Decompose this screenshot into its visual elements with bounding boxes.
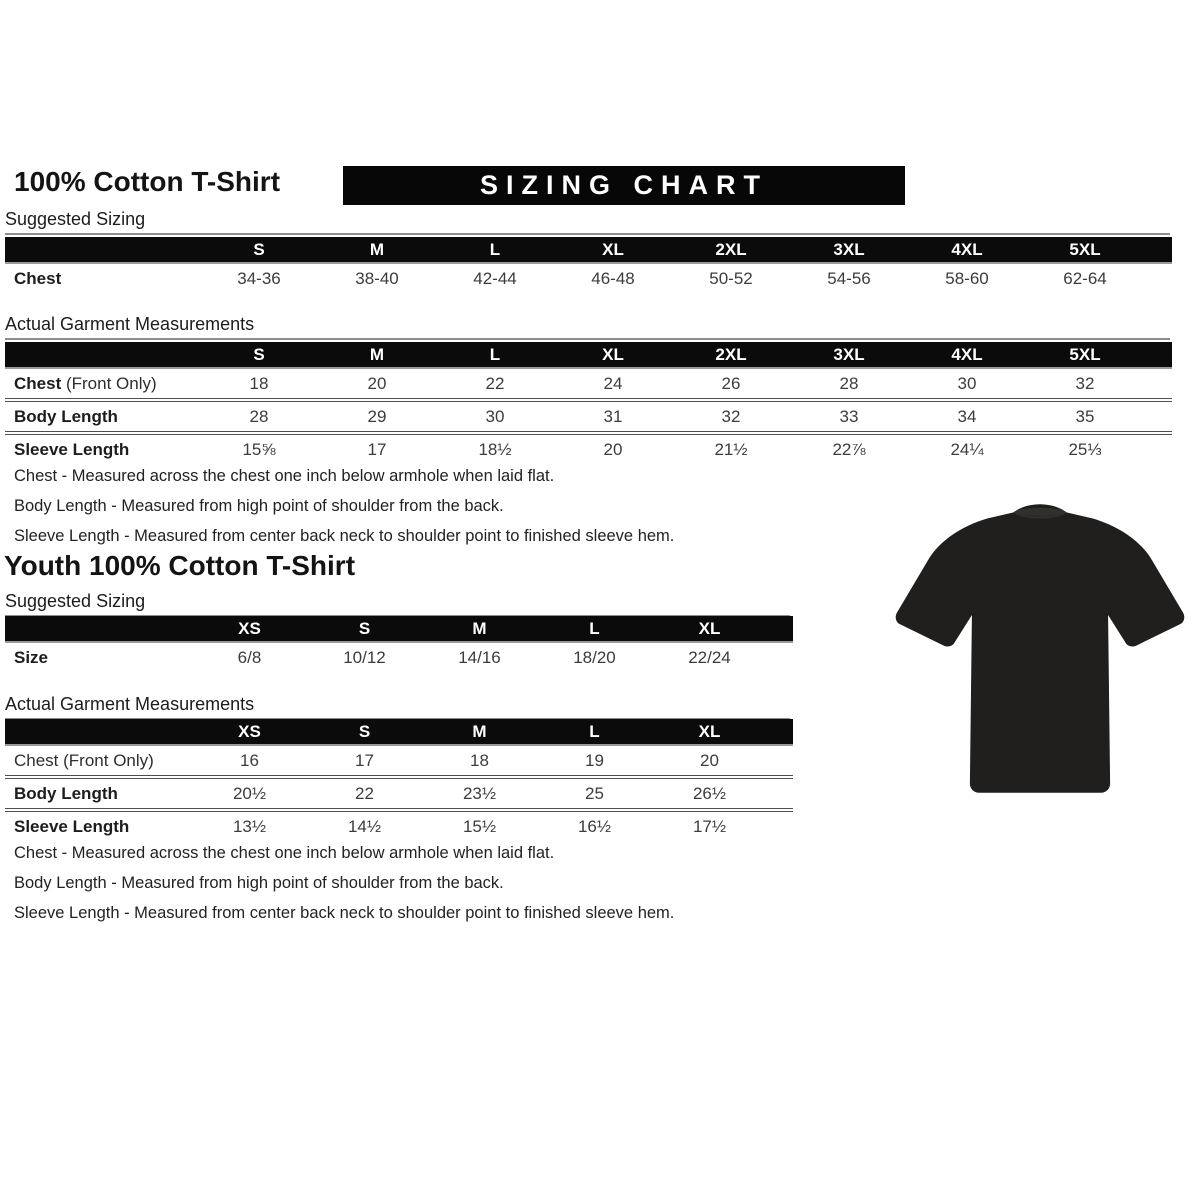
measurement-note: Body Length - Measured from high point of shoulder from the back. (14, 874, 504, 892)
table-cell: 18/20 (573, 647, 616, 667)
table-cell: 21½ (714, 439, 748, 459)
table-cell: 23½ (462, 783, 497, 803)
tshirt-icon (886, 490, 1194, 805)
adult-measurement-notes (14, 461, 674, 551)
size-column-header: M (369, 344, 385, 364)
sizing-chart-banner-label: SIZING CHART (480, 170, 768, 200)
table-cell: 26½ (692, 783, 727, 803)
size-column-header: S (358, 618, 371, 638)
body-length-row (5, 775, 793, 808)
table-cell: 25⅓ (1068, 439, 1102, 459)
size-column-header: XS (238, 618, 261, 638)
table-cell: 14/16 (458, 647, 501, 667)
size-column-header: M (472, 618, 487, 638)
youth-suggested-sizing-label: Suggested Sizing (5, 591, 790, 617)
table-cell: 25 (585, 783, 604, 803)
sleeve-length-row (5, 431, 1172, 464)
table-cell: 32 (721, 406, 741, 426)
table-cell: 20 (700, 750, 719, 770)
size-column-header: XL (698, 721, 721, 741)
table-cell: 14½ (347, 816, 382, 836)
size-row (5, 643, 793, 672)
youth-suggested-sizing-table (5, 616, 793, 672)
table-cell: 24 (603, 373, 623, 393)
size-column-header: S (253, 344, 265, 364)
table-cell: 18 (249, 373, 269, 393)
size-column-header: 4XL (951, 344, 983, 364)
youth-measurement-notes (14, 838, 674, 928)
table-cell: 31 (603, 406, 623, 426)
chest-row (5, 746, 793, 775)
table-cell: 17½ (692, 816, 727, 836)
tshirt-image (886, 490, 1194, 805)
table-cell: 46-48 (591, 268, 635, 288)
size-column-header: L (489, 239, 501, 259)
table-cell: 22/24 (688, 647, 731, 667)
table-cell: 24¼ (950, 439, 984, 459)
table-cell: 32 (1075, 373, 1095, 393)
size-column-header: 5XL (1069, 344, 1101, 364)
table-cell: 20 (367, 373, 387, 393)
adult-suggested-sizing-table (5, 237, 1172, 293)
measurement-note: Sleeve Length - Measured from center back neck to shoulder point to finished sleeve hem. (14, 904, 675, 922)
size-column-header: XL (698, 618, 721, 638)
size-column-header: XS (238, 721, 261, 741)
table-cell: 34-36 (237, 268, 281, 288)
table-cell: 15½ (462, 816, 497, 836)
size-column-header: L (589, 721, 600, 741)
measurement-note: Chest - Measured across the chest one inch below armhole when laid flat. (14, 844, 555, 862)
table-cell: 18 (470, 750, 489, 770)
table-header-row (5, 616, 793, 643)
table-cell: 38-40 (355, 268, 399, 288)
adult-actual-measurements-table (5, 342, 1172, 464)
size-column-header: S (253, 239, 265, 259)
table-cell: 58-60 (945, 268, 989, 288)
page-title: 100% Cotton T-Shirt (14, 166, 281, 197)
table-cell: 34 (957, 406, 977, 426)
youth-actual-measurements-label: Actual Garment Measurements (5, 694, 790, 720)
size-column-header: XL (602, 344, 624, 364)
row-label: Chest (14, 268, 62, 288)
row-label: Chest (Front Only) (14, 750, 154, 770)
size-column-header: L (489, 344, 501, 364)
table-cell: 6/8 (237, 647, 262, 667)
table-cell: 30 (485, 406, 505, 426)
table-header-row (5, 719, 793, 746)
table-cell: 18½ (478, 439, 512, 459)
table-cell: 22 (355, 783, 374, 803)
table-cell: 35 (1075, 406, 1095, 426)
table-cell: 30 (957, 373, 977, 393)
row-label: Size (14, 647, 49, 667)
measurement-note: Chest - Measured across the chest one inch below armhole when laid flat. (14, 467, 555, 485)
table-cell: 33 (839, 406, 859, 426)
measurement-note: Body Length - Measured from high point of shoulder from the back. (14, 497, 504, 515)
size-column-header: 5XL (1069, 239, 1101, 259)
table-cell: 28 (839, 373, 859, 393)
table-cell: 62-64 (1063, 268, 1107, 288)
table-cell: 22⅞ (832, 439, 866, 459)
size-column-header: 2XL (715, 239, 747, 259)
table-cell: 42-44 (473, 268, 517, 288)
table-cell: 16 (240, 750, 259, 770)
adult-actual-measurements-label: Actual Garment Measurements (5, 314, 1170, 340)
table-cell: 17 (355, 750, 374, 770)
size-column-header: XL (602, 239, 624, 259)
size-column-header: L (589, 618, 600, 638)
row-label: Sleeve Length (14, 816, 130, 836)
chest-row (5, 369, 1172, 398)
table-cell: 28 (249, 406, 269, 426)
row-label: Sleeve Length (14, 439, 130, 459)
sizing-chart-banner (343, 166, 905, 205)
table-cell: 16½ (577, 816, 612, 836)
row-label: Chest (Front Only) (14, 373, 157, 393)
row-label: Body Length (14, 406, 118, 426)
sleeve-length-row (5, 808, 793, 841)
table-header-row (5, 237, 1172, 264)
body-length-row (5, 398, 1172, 431)
table-cell: 54-56 (827, 268, 871, 288)
table-cell: 17 (367, 439, 387, 459)
adult-suggested-sizing-label: Suggested Sizing (5, 209, 1170, 235)
size-column-header: M (369, 239, 385, 259)
table-cell: 20 (603, 439, 623, 459)
table-cell: 26 (721, 373, 741, 393)
size-column-header: M (472, 721, 487, 741)
table-row (5, 264, 1172, 293)
table-cell: 10/12 (343, 647, 386, 667)
table-cell: 20½ (232, 783, 267, 803)
size-column-header: 2XL (715, 344, 747, 364)
size-column-header: 4XL (951, 239, 983, 259)
youth-actual-measurements-table (5, 719, 793, 841)
size-column-header: 3XL (833, 344, 865, 364)
measurement-note: Sleeve Length - Measured from center back neck to shoulder point to finished sleeve hem. (14, 527, 675, 545)
table-cell: 19 (585, 750, 604, 770)
table-cell: 15⅝ (242, 439, 276, 459)
table-header-row (5, 342, 1172, 369)
row-label: Body Length (14, 783, 118, 803)
size-column-header: 3XL (833, 239, 865, 259)
table-cell: 29 (367, 406, 387, 426)
table-cell: 50-52 (709, 268, 753, 288)
table-cell: 22 (485, 373, 505, 393)
youth-section-title: Youth 100% Cotton T-Shirt (4, 550, 356, 581)
size-column-header: S (358, 721, 371, 741)
table-cell: 13½ (232, 816, 267, 836)
